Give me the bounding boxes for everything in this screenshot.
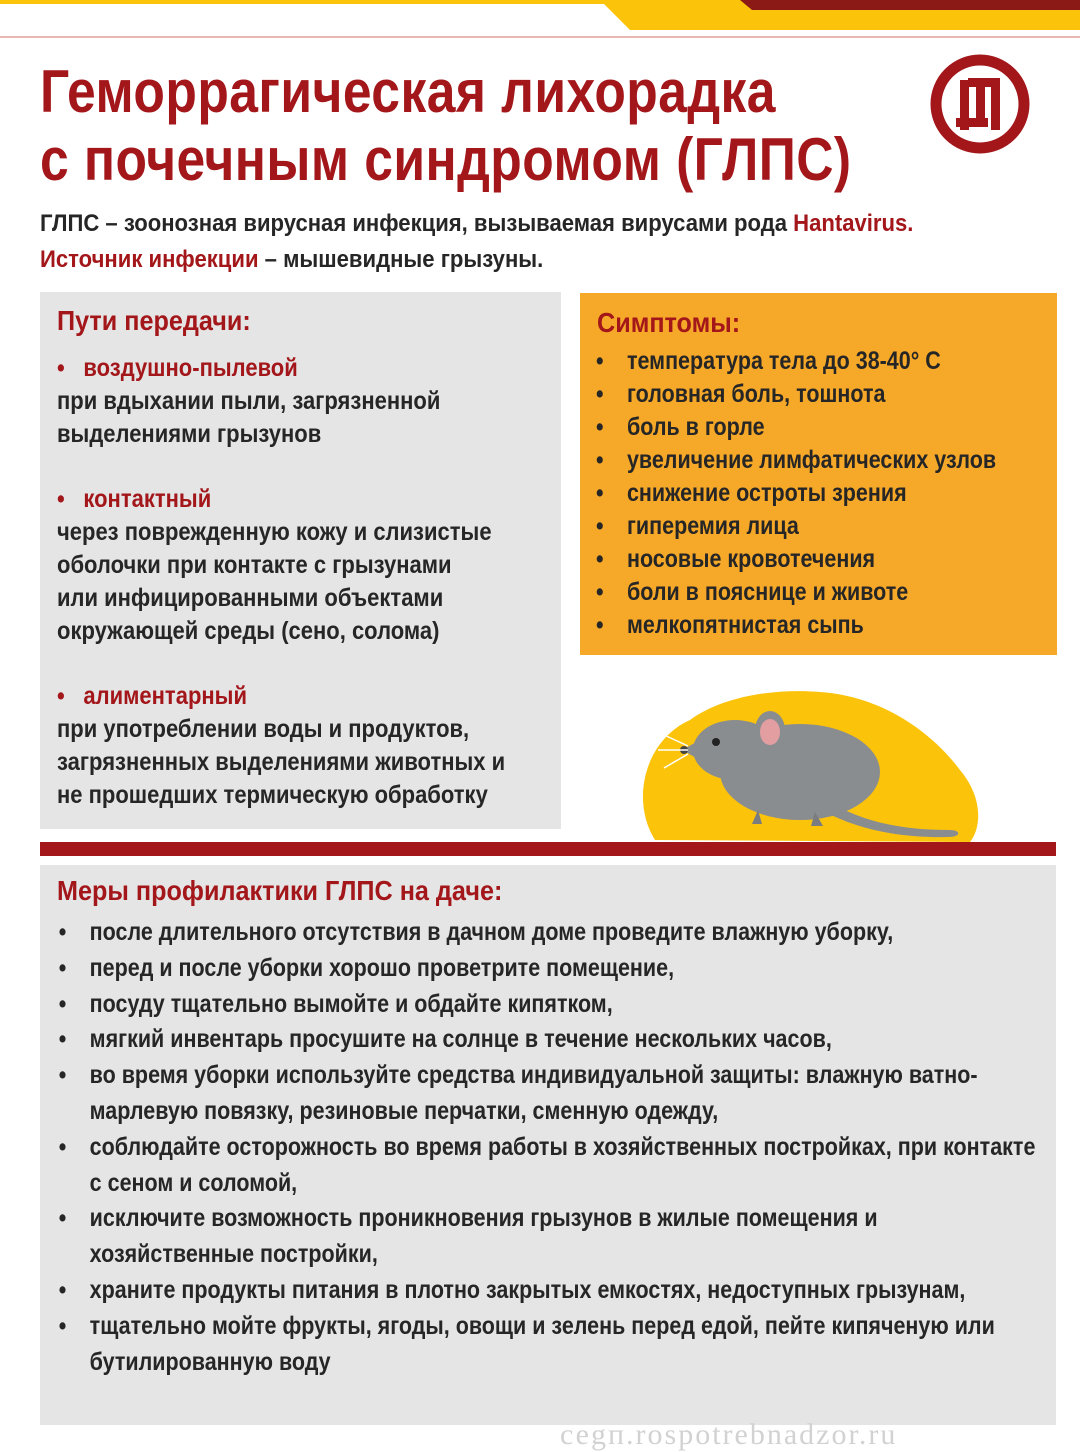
transmission-title: Пути передачи: [57,305,251,336]
intro-line-1: ГЛПС – зоонозная вирусная инфекция, вызываемая вирусами рода Hantavirus. [40,210,914,237]
list-item: • посуду тщательно вымойте и обдайте кипятком, [57,987,1037,1023]
top-stripes-decoration [0,0,1080,40]
title-line-2: с почечным синдромом (ГЛПС) [40,126,852,193]
infection-source-label: Источник инфекции [40,246,259,273]
list-item: • исключите возможность проникновения грызунов в жилые помещения и хозяйственные постройки, [57,1201,1037,1273]
virus-name: Hantavirus. [793,210,914,237]
list-item: • перед и после уборки хорошо проветрите помещение, [57,951,1037,987]
route-name: • воздушно-пылевой [57,352,550,385]
list-item: • тщательно мойте фрукты, ягоды, овощи и зелень перед едой, пейте кипяченую или бутилированную воду [57,1309,1037,1381]
list-item: • храните продукты питания в плотно закрытых емкостях, недоступных грызунам, [57,1273,1037,1309]
watermark: сеgп.rospotrebnadzor.ru [560,1418,898,1451]
symptoms-title: Симптомы: [597,307,741,338]
route-name: • алиментарный [57,680,550,713]
list-item: • мелкопятнистая сыпь [596,609,996,642]
prevention-list [57,915,1037,1380]
rospotrebnadzor-logo-icon [928,52,1032,156]
page-title [40,58,852,194]
list-item: • во время уборки используйте средства индивидуальной защиты: влажную ватно-марлевую повязку, резиновые перчатки, сменную одежду, [57,1058,1037,1130]
route-airborne-dust: • воздушно-пылевой при вдыхании пыли, загрязненной выделениями грызунов [57,352,550,451]
list-item: • боли в пояснице и животе [596,576,996,609]
title-line-1: Геморрагическая лихорадка [40,58,776,125]
list-item: • увеличение лимфатических узлов [596,444,996,477]
intro-text [40,206,960,278]
route-contact: • контактный через поврежденную кожу и слизистые оболочки при контакте с грызунами или инфицированными объектами окружающей среды (сено, солома) [57,483,550,648]
mouse-illustration [630,680,990,845]
list-item: • головная боль, тошнота [596,378,996,411]
list-item: • гиперемия лица [596,510,996,543]
list-item: • мягкий инвентарь просушите на солнце в течение нескольких часов, [57,1022,1037,1058]
intro-line-2: Источник инфекции – мышевидные грызуны. [40,246,544,273]
list-item: • боль в горле [596,411,996,444]
list-item: • снижение остроты зрения [596,477,996,510]
symptoms-list [596,345,996,642]
list-item: • после длительного отсутствия в дачном доме проведите влажную уборку, [57,915,1037,951]
prevention-title: Меры профилактики ГЛПС на даче: [57,875,503,906]
list-item: • соблюдайте осторожность во время работы в хозяйственных постройках, при контакте с сеном и соломой, [57,1130,1037,1202]
route-alimentary: • алиментарный при употреблении воды и продуктов, загрязненных выделениями животных и не прошедших термическую обработку [57,680,550,812]
list-item: • температура тела до 38-40° С [596,345,996,378]
route-name: • контактный [57,483,550,516]
section-divider [40,842,1056,856]
list-item: • носовые кровотечения [596,543,996,576]
